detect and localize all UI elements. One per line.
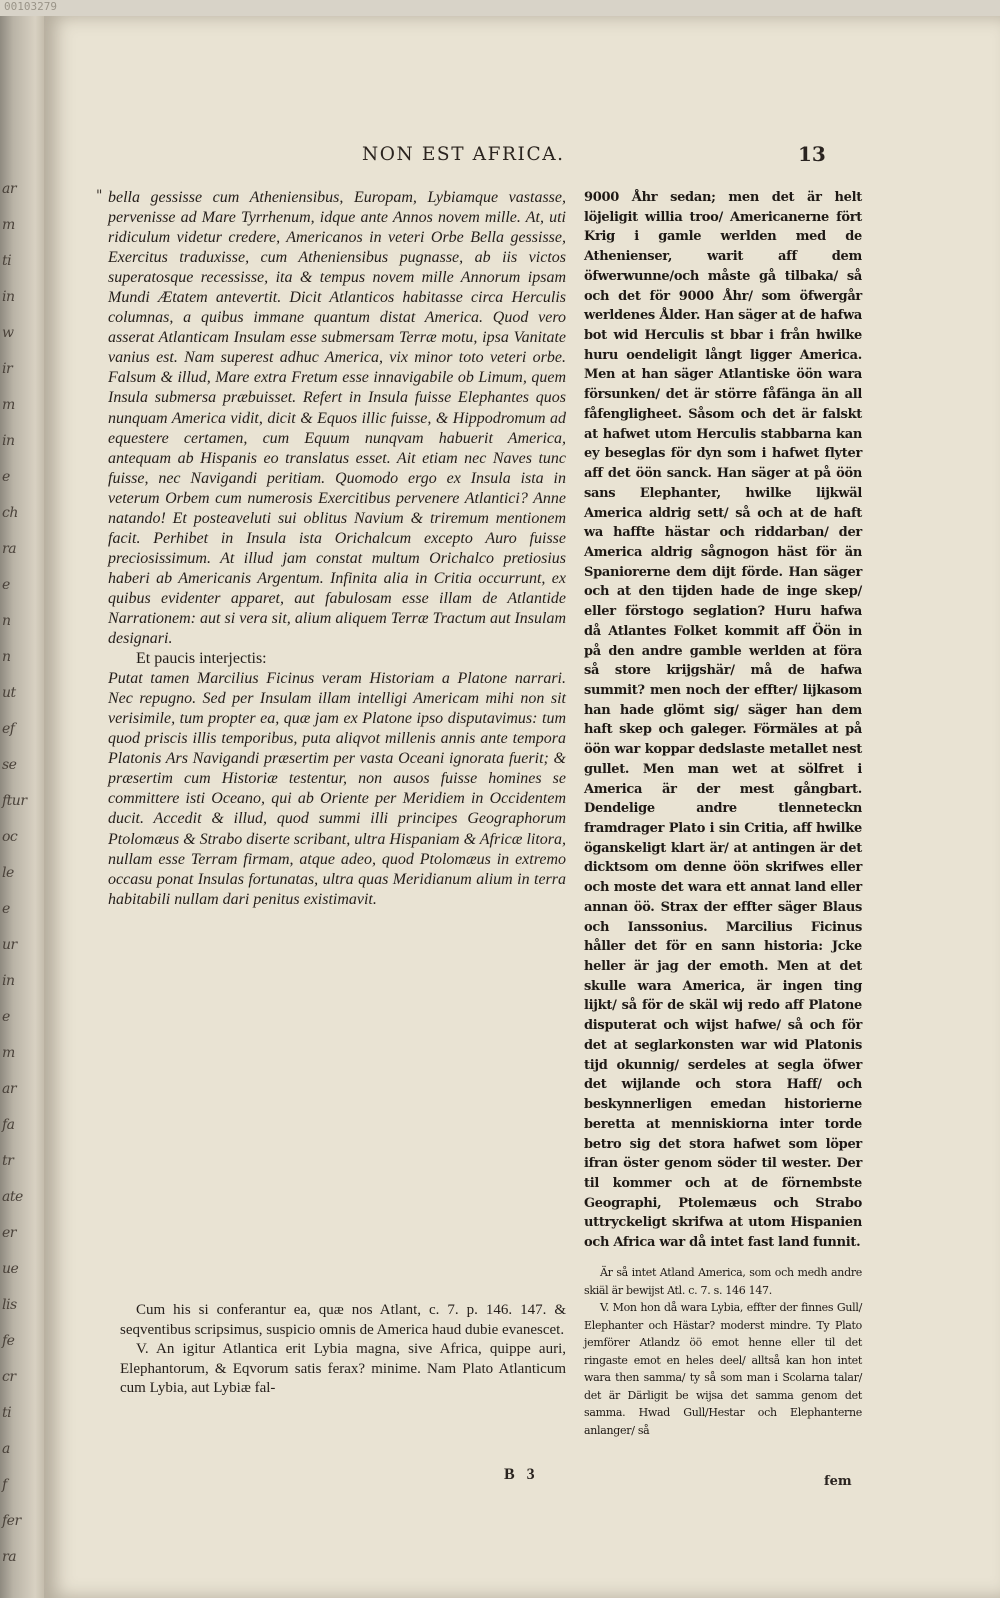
scan-id-strip [0, 0, 1000, 16]
previous-page-fragment: cr [2, 1369, 16, 1385]
previous-page-fragment: er [2, 1225, 16, 1241]
book-page [44, 16, 1000, 1598]
previous-page-fragment: ir [2, 361, 13, 377]
previous-page-fragment: fa [2, 1117, 15, 1133]
signature-mark: B 3 [504, 1466, 539, 1483]
previous-page-fragment: ef [2, 721, 15, 737]
page-number: 13 [798, 142, 826, 166]
previous-page-fragment: tr [2, 1153, 14, 1169]
margin-mark: " [96, 188, 103, 204]
previous-page-fragment: le [2, 865, 14, 881]
latin-paragraph-1: bella gessisse cum Atheniensibus, Europam, Lybiamque vastasse, pervenisse ad Mare Tyrrhenum, idque ante Annos novem mille. At, uti ridiculum videtur credere, Americanos in veteri Orbe Bella gessisse, Exercitus traduxisse, cum Atheniensibus pugnasse, ab iis victos superatosque recessisse, ita & tempus novem mille Annorum ipsam Mundi Ætatem antevertit. Dicit Atlanticos habitasse circa Herculis columnas, a quibus immane quantum distat America. Quod vero asserat Atlanticam Insulam esse submersam Terræ motu, ipsa Vanitate vanius est. Nam superest adhuc America, vix minor toto veteri orbe. Falsum & illud, Mare extra Fretum esse innavigabile ob Limum, quem Insula submersa præbuisset. Refert in Insula fuisse Elephantes quos nunquam America vidit, dicit & Equos illic fuisse, & Hippodromum ad equestere certamen, cum Equum nunqvam habuerit America, antequam ab Hispanis eo translatus esset. Ait etiam nec Naves tunc fuisse, nec Navigandi peritiam. Quomodo ergo ex Insula ista in veterum Orbem cum numerosis Exercitibus pervenere Atlantici? Anne natando! Et posteaveluti sui oblitus Navium & triremum mentionem facit. Perhibet in Insula ista Orichalcum excepto Auro fuisse preciosissimum. At illud jam constat multum Orichalco pretiosius haberi ab Americanis Argentum. Infinita alia in Critia occurrunt, ex quibus evidenter apparet, aut fabulosam esse illam de Atlantide Narrationem: aut si vera sit, alium aliquem Terræ Tractum aut Insulam designari. [108, 189, 566, 648]
previous-page-fragment: ch [2, 505, 18, 521]
previous-page-fragment: ate [2, 1189, 23, 1205]
previous-page-fragment: ra [2, 541, 17, 557]
swedish-column [584, 188, 862, 1253]
previous-page-fragment: e [2, 901, 10, 917]
previous-page-fragment: ar [2, 1081, 17, 1097]
previous-page-fragment: f [2, 1477, 7, 1493]
previous-page-fragment: e [2, 577, 10, 593]
previous-page-fragment: se [2, 757, 17, 773]
previous-page-fragment: ftur [2, 793, 27, 809]
previous-page-fragment: in [2, 973, 15, 989]
latin-paragraph-2: Putat tamen Marcilius Ficinus veram Historiam a Platone narrari. Nec repugno. Sed per Insulam illam intelligi Americam mihi non sit verisimile, tum propter ea, quæ jam ex Platone ipso disputavimus: tum quod priscis illis temporibus, puta aliqvot millenis annis ante tempora Platonis Ars Navigandi præsertim per vasta Oceani ignorata fuerit; & præsertim cum Historiæ testentur, non ausos fuisse homines se committere isti Oceano, qui ab Oriente per Meridiem in Occidentem ducit. Accedit & illud, quod summi illi principes Geographorum Ptolomæus & Strabo diserte scribant, ultra Hispaniam & Africæ litora, nullam esse Terram firmam, atque adeo, quod Ptolomæus in extremo occasu ponat Insulas fortunatas, ultra quas Meridianum alium in terra habitabili nullam dari penitus existimavit. [108, 670, 566, 908]
previous-page-fragment: e [2, 1009, 10, 1025]
previous-page-fragment: lis [2, 1297, 17, 1313]
previous-page-fragment: fe [2, 1333, 15, 1349]
previous-page-fragment: e [2, 469, 10, 485]
previous-page-fragment: oc [2, 829, 18, 845]
previous-page-fragment: m [2, 1045, 15, 1061]
previous-page-fragment: a [2, 1441, 10, 1457]
previous-page-fragment: ur [2, 937, 17, 953]
previous-page-fragment: n [2, 649, 11, 665]
previous-page-fragment: fer [2, 1513, 21, 1529]
latin-bottom-paragraph-1: Cum his si conferantur ea, quæ nos Atlant, c. 7. p. 146. 147. & seqventibus scripsimus, suspicio omnis de America haud dubie evanescet. [120, 1302, 566, 1338]
latin-interjection-text: Et paucis interjectis: [136, 650, 267, 668]
previous-page-fragment: m [2, 217, 15, 233]
previous-page-fragment: ar [2, 181, 17, 197]
previous-page-fragment: m [2, 397, 15, 413]
swedish-bottom-paragraph-1: Är så intet Atland America, som och medh andre skiäl är bewijst Atl. c. 7. s. 146 147. [584, 1266, 862, 1297]
previous-page-fragment: in [2, 289, 15, 305]
scan-id: 00103279 [4, 0, 57, 13]
latin-bottom-paragraph-2: V. An igitur Atlantica erit Lybia magna, sive Africa, quippe auri, Elephantorum, & Eqvorum satis ferax? minime. Nam Plato Atlanticum cum Lybia, aut Lybiæ fal- [120, 1341, 566, 1396]
latin-column [108, 188, 566, 910]
running-head: NON EST AFRICA. [362, 144, 565, 165]
previous-page-fragment: ra [2, 1549, 17, 1565]
latin-bottom-block [120, 1301, 566, 1399]
catchword: fem [824, 1474, 852, 1489]
swedish-bottom-block [584, 1264, 862, 1439]
previous-page-fragment: ut [2, 685, 16, 701]
previous-page-fragment: in [2, 433, 15, 449]
previous-page-fragment: n [2, 613, 11, 629]
swedish-paragraph: 9000 Åhr sedan; men det är helt löjeligit willia troo/ Americanerne fört Krig i gamle werlden med de Athenienser, warit aff dem öfwerwunne/och måste gå tilbaka/ så och det för 9000 Åhr/ som öfwergår werldenes Ålder. Han säger at de hafwa bot wid Herculis st bbar i från hwilke huru oendeligit långt ligger America. Men at han säger Atlantiske öön wara försunken/ det är större fåfänga än all fåfengligheet. Såsom och det är falskt at hafwet utom Herculis stabbarna kan ey beseglas för dyn som i hafwet flyter aff det öön sanck. Han säger at på öön sans Elephanter, hwilke lijkwäl America aldrig sett/ så och at de haft wa haffte hästar och riddarban/ der America aldrig sågnogon häst för än Spaniorerne dem dijt förde. Han säger och at den tijden hade de inge skep/ eller förstogo seglation? Huru hafwa då Atlantes Folket kommit aff Öön in på den andre gamble werlden at föra så store krijgshär/ må de hafwa summit? men noch der effter/ lijkasom han hade glömt sig/ säger han dem haft skep och galeger. Förmäles at på öön war koppar dedslaste metallet nest gullet. Men man wet at sölfret i America är der mest gångbart. Dendelige andre tlenneteckn framdrager Plato i sin Critia, aff hwilke öganskeligt klart är/ at antingen är det dicktsom om denne öön skrifwes eller och moste det wara ett annat land eller annan öö. Strax der effter säger Blaus och Ianssonius. Marcilius Ficinus håller det för en sann historia: Jcke heller är jag der emoth. Men at det skulle wara America, är ingen ting lijkt/ så för de skäl wij redo aff Platone disputerat och wijst hafwe/ så och för det at seglarkonsten war wid Platonis tijd okunnig/ serdeles at segla öfwer det wijlande och stora Haff/ och beskynnerligen emedan historierne beretta at menniskiorna inter torde betro sig det stora hafwet som löper ifran öster genom söder til wester. Der til kommer och at de förnembste Geographi, Ptolemæus och Strabo uttryckeligt skrifwa at utom Hispanien och Africa war då intet fast land funnit. [584, 190, 862, 1251]
previous-page-edge [0, 16, 44, 1598]
swedish-bottom-paragraph-2: V. Mon hon då wara Lybia, effter der finnes Gull/ Elephanter och Hästar? moderst mindre. Ty Plato jemförer Atlandz öö emot henne eller til det ringaste emot en heles deel/ alltså kan hon intet wara then samma/ ty så som man i Scolarna talar/ det är Därligit be wijsa det samma genom det samma. Hwad Gull/Hestar och Elephanterne anlanger/ så [584, 1301, 862, 1437]
previous-page-fragment: w [2, 325, 14, 341]
latin-interjection [108, 649, 566, 669]
previous-page-fragment: ti [2, 253, 12, 269]
previous-page-fragment: ti [2, 1405, 12, 1421]
previous-page-fragment: ue [2, 1261, 19, 1277]
